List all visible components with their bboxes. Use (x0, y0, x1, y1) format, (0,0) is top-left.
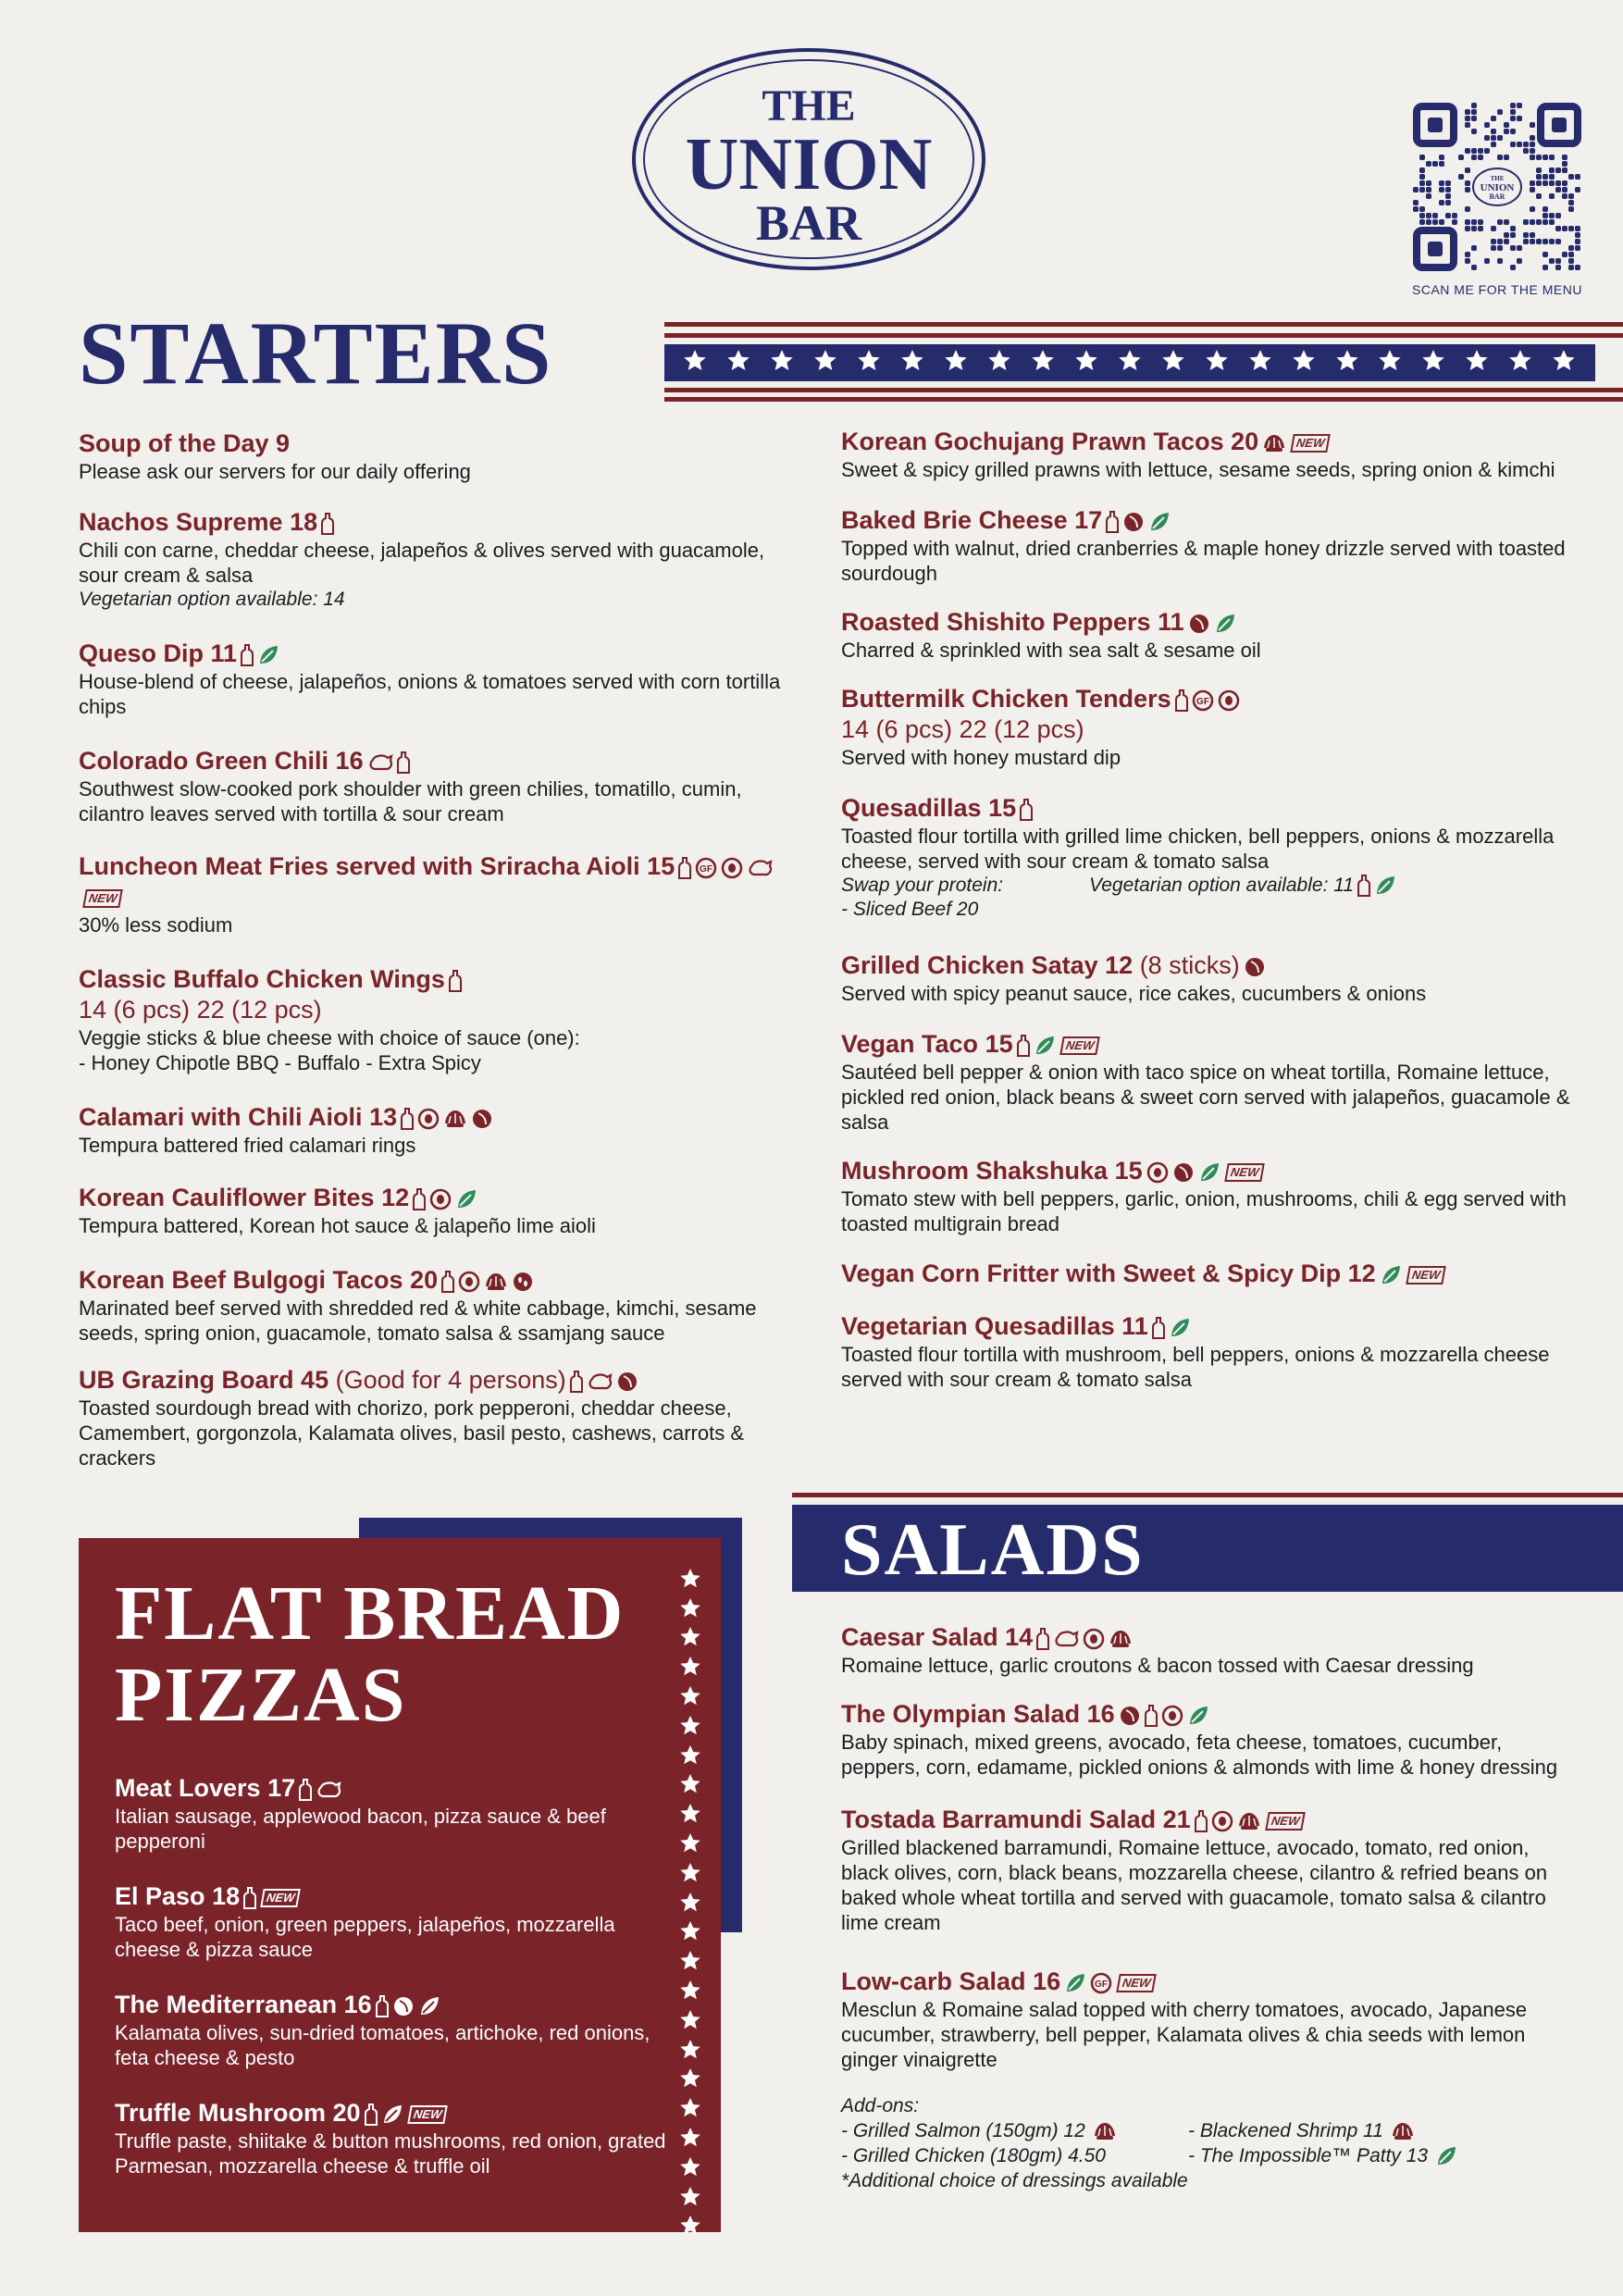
menu-item-price: 15 (988, 794, 1017, 822)
menu-item-description: Please ask our servers for our daily offering (79, 460, 471, 483)
stars-stripes-banner (664, 322, 1623, 402)
menu-item-price: 20 (1231, 428, 1259, 455)
addon-impossible-patty: - The Impossible™ Patty 13 (1188, 2143, 1457, 2168)
egg-icon (1146, 1161, 1169, 1184)
menu-item (79, 964, 800, 1075)
vegetarian-icon (418, 1995, 440, 2017)
gluten-free-icon (1090, 1972, 1112, 1994)
gluten-free-icon (1192, 689, 1214, 712)
new-badge: NEW (1406, 1266, 1446, 1285)
menu-item-extra: (Good for 4 persons) (335, 1366, 566, 1394)
star-icon (679, 1829, 707, 1858)
vegetarian-icon (1064, 1972, 1086, 1994)
qr-caption: SCAN ME FOR THE MENU (1412, 282, 1582, 297)
menu-item-header (841, 607, 1581, 638)
new-badge: NEW (1224, 1163, 1265, 1182)
egg-icon (1083, 1628, 1105, 1650)
pork-icon (1053, 1629, 1079, 1649)
menu-item-name: Korean Gochujang Prawn Tacos (841, 428, 1224, 455)
menu-item (841, 1311, 1581, 1392)
menu-item-price: 18 (290, 508, 318, 536)
menu-item-price: 11 (1121, 1312, 1148, 1340)
swap-protein-item: - Sliced Beef 20 (841, 899, 979, 920)
menu-item-description: Chili con carne, cheddar cheese, jalapeños & olives served with guacamole, sour cream & salsa (79, 539, 765, 587)
swap-protein-label: Swap your protein: (841, 875, 1004, 896)
vegetarian-icon (257, 644, 279, 666)
menu-item-header (115, 1990, 670, 2020)
menu-item-price: 13 (369, 1103, 398, 1131)
menu-item-sauces: - Honey Chipotle BBQ - Buffalo - Extra Spicy (79, 1051, 481, 1074)
menu-item-name: Truffle Mushroom (115, 2099, 326, 2127)
menu-item (79, 507, 800, 612)
menu-item-description: Toasted flour tortilla with grilled lime chicken, bell peppers, onions & mozzarella cheese, served with sour cream & tomato salsa (841, 825, 1555, 873)
menu-item (79, 851, 800, 937)
star-icon (679, 1623, 707, 1653)
star-icon (679, 1917, 707, 1947)
menu-item-header (841, 1622, 1581, 1653)
pizza-title (115, 1570, 626, 1738)
menu-item-header (841, 684, 1581, 714)
menu-item-header (841, 505, 1581, 536)
menu-item-header (841, 1156, 1581, 1186)
menu-item-name: The Olympian Salad (841, 1700, 1081, 1728)
menu-item-price: 15 (985, 1030, 1013, 1058)
menu-item-price: 17 (1074, 506, 1103, 534)
egg-icon (1211, 1810, 1233, 1832)
menu-item-price: 12 (381, 1184, 410, 1211)
egg-icon (721, 857, 743, 879)
menu-item-name: Low-carb Salad (841, 1967, 1026, 1995)
bottle-icon (1357, 874, 1370, 898)
menu-item-header (79, 851, 800, 912)
menu-item-pieces: 14 (6 pcs) 22 (12 pcs) (79, 996, 322, 1024)
menu-item (115, 1773, 670, 1854)
bottle-icon (299, 1778, 312, 1802)
pizza-title-line2: PIZZAS (115, 1652, 407, 1738)
bottle-icon (1106, 510, 1119, 534)
menu-item-name: Classic Buffalo Chicken Wings (79, 965, 445, 993)
star-icon (1031, 349, 1055, 378)
shellfish-icon (1109, 1629, 1133, 1649)
new-badge: NEW (407, 2105, 448, 2124)
star-icon (679, 1711, 707, 1741)
menu-item (79, 428, 800, 484)
menu-item (115, 1881, 670, 1962)
bottle-icon (397, 751, 410, 775)
egg-icon (429, 1188, 452, 1210)
menu-item (841, 1699, 1581, 1780)
menu-item (841, 793, 1581, 922)
menu-item-price: 12 (1347, 1260, 1376, 1287)
menu-item (841, 684, 1581, 770)
menu-item-name: Vegetarian Quesadillas (841, 1312, 1115, 1340)
star-icon (770, 349, 794, 378)
shellfish-icon (484, 1272, 508, 1292)
pork-icon (367, 752, 393, 773)
menu-item-name: Soup of the Day (79, 429, 269, 457)
menu-item (79, 1183, 800, 1238)
star-icon (857, 349, 881, 378)
menu-item-header (841, 950, 1581, 981)
menu-item-header (79, 639, 800, 669)
menu-item-description: Veggie sticks & blue cheese with choice of sauce (one): (79, 1026, 580, 1049)
shellfish-icon (443, 1109, 467, 1129)
qr-center-bar: BAR (1489, 192, 1505, 201)
menu-item (841, 427, 1581, 482)
menu-item-price: 15 (1114, 1157, 1143, 1185)
menu-item-description: Topped with walnut, dried cranberries & maple honey drizzle served with toasted sourdough (841, 537, 1566, 585)
menu-item-price: 14 (1005, 1623, 1034, 1651)
menu-item-price: 9 (276, 429, 291, 457)
bottle-icon (401, 1107, 414, 1131)
star-icon (1292, 349, 1316, 378)
bottle-icon (243, 1886, 256, 1910)
shellfish-icon (1093, 2121, 1117, 2141)
egg-icon (1218, 689, 1240, 712)
new-badge: NEW (1059, 1036, 1100, 1055)
nuts-icon (1244, 956, 1266, 978)
star-icon (726, 349, 750, 378)
menu-item-header (79, 1365, 800, 1396)
star-icon (679, 1682, 707, 1711)
menu-item-extra: (8 sticks) (1139, 951, 1240, 979)
nuts-icon (1172, 1161, 1195, 1184)
menu-item-description: Kalamata olives, sun-dried tomatoes, artichoke, red onions, feta cheese & pesto (115, 2021, 650, 2069)
menu-item-header (841, 1029, 1581, 1060)
star-icon (679, 1976, 707, 2005)
menu-item-note: Vegetarian option available: 14 (79, 589, 345, 610)
menu-item (79, 746, 800, 826)
menu-item-price: 45 (301, 1366, 329, 1394)
menu-item (841, 607, 1581, 663)
bottle-icon (1175, 689, 1188, 713)
star-icon (1552, 349, 1576, 378)
menu-item (841, 1156, 1581, 1236)
vegetarian-icon (1214, 613, 1236, 635)
menu-item-description: Taco beef, onion, green peppers, jalapeños, mozzarella cheese & pizza sauce (115, 1913, 615, 1961)
vegetarian-icon (1169, 1317, 1191, 1339)
addons-title: Add-ons: (841, 2095, 920, 2116)
menu-item (841, 505, 1581, 586)
menu-item-description: Baby spinach, mixed greens, avocado, feta cheese, tomatoes, cucumber, peppers, corn, edamame, pickled onions & almonds with lime & honey dressing (841, 1731, 1558, 1779)
menu-item-name: Luncheon Meat Fries served with Sriracha Aioli (79, 852, 640, 880)
menu-item-header (79, 964, 800, 995)
menu-item-description: Southwest slow-cooked pork shoulder with green chilies, tomatillo, cumin, cilantro leaves served with tortilla & sour cream (79, 777, 742, 825)
bottle-icon (321, 512, 334, 536)
svg-text:GF: GF (1095, 1979, 1109, 1990)
star-icon (1378, 349, 1402, 378)
nuts-icon (1122, 511, 1145, 533)
menu-item-description: Tomato stew with bell peppers, garlic, onion, mushrooms, chili & egg served with toasted multigrain bread (841, 1187, 1567, 1235)
star-icon (1161, 349, 1185, 378)
menu-item-name: Tostada Barramundi Salad (841, 1806, 1157, 1833)
menu-item-name: Korean Beef Bulgogi Tacos (79, 1266, 403, 1294)
bottle-icon (1195, 1809, 1208, 1833)
new-badge: NEW (260, 1889, 301, 1907)
menu-item (79, 1365, 800, 1471)
menu-item-name: Nachos Supreme (79, 508, 283, 536)
bottle-icon (413, 1187, 426, 1211)
nuts-icon (392, 1995, 415, 2017)
star-icon (679, 1652, 707, 1682)
logo-line-bar: BAR (755, 195, 861, 251)
starters-title: STARTERS (79, 304, 553, 403)
star-icon (679, 1946, 707, 1976)
menu-item (841, 1029, 1581, 1135)
star-icon (1508, 349, 1532, 378)
menu-item-header (841, 1311, 1581, 1342)
qr-code[interactable] (1413, 103, 1581, 271)
swap-left (841, 874, 1089, 922)
menu-item-header (79, 428, 800, 459)
menu-item-price: 11 (210, 639, 238, 667)
menu-item-price: 20 (410, 1266, 439, 1294)
menu-item-header (841, 1967, 1581, 1997)
bottle-icon (376, 1994, 389, 2018)
menu-item-name: UB Grazing Board (79, 1366, 294, 1394)
menu-item (841, 950, 1581, 1006)
star-icon (679, 1564, 707, 1594)
pork-icon (587, 1371, 613, 1392)
menu-item-name: Queso Dip (79, 639, 204, 667)
star-icon (1335, 349, 1359, 378)
qr-center-union: UNION (1480, 182, 1515, 193)
menu-item-description: Charred & sprinkled with sea salt & sesame oil (841, 639, 1261, 662)
egg-icon (417, 1108, 440, 1130)
menu-item (79, 1265, 800, 1346)
star-icon (679, 1770, 707, 1800)
new-badge: NEW (1265, 1812, 1306, 1831)
menu-item-price: 11 (1158, 608, 1184, 636)
menu-item-description: Mesclun & Romaine salad topped with cherry tomatoes, avocado, Japanese cucumber, strawberry, bell pepper, Kalamata olives & chia seeds with lemon ginger vinaigrette (841, 1998, 1528, 2071)
union-bar-logo (632, 48, 985, 270)
bottle-icon (441, 1270, 454, 1294)
vegetarian-icon (1435, 2145, 1457, 2167)
nuts-icon (1188, 613, 1210, 635)
star-icon (1074, 349, 1098, 378)
vegetarian-icon (381, 2104, 403, 2126)
star-icon (679, 2153, 707, 2182)
star-icon (1248, 349, 1272, 378)
star-icon (679, 1594, 707, 1623)
star-icon (679, 1741, 707, 1770)
star-icon (1465, 349, 1489, 378)
bottle-icon (570, 1370, 583, 1394)
star-icon (1118, 349, 1142, 378)
bottle-icon (365, 2103, 378, 2127)
menu-item-description: Toasted sourdough bread with chorizo, pork pepperoni, cheddar cheese, Camembert, gorgonzola, Kalamata olives, basil pesto, cashews, carrots & crackers (79, 1396, 744, 1470)
menu-item-description: Toasted flour tortilla with mushroom, bell peppers, onions & mozzarella cheese served with sour cream & tomato salsa (841, 1343, 1550, 1391)
star-icon (679, 2182, 707, 2212)
qr-center-the: THE (1490, 175, 1505, 182)
bottle-icon (1017, 1034, 1030, 1058)
new-badge: NEW (1290, 434, 1331, 453)
menu-item-swap-row (841, 874, 1581, 922)
vegetarian-icon (1187, 1705, 1209, 1727)
menu-item-price: 16 (1033, 1967, 1061, 1995)
menu-item-header (79, 507, 800, 538)
menu-item-name: Quesadillas (841, 794, 982, 822)
menu-item (841, 1622, 1581, 1678)
vegetarian-icon (455, 1188, 477, 1210)
vegetarian-icon (1034, 1035, 1056, 1057)
menu-item-price: 12 (1105, 951, 1134, 979)
menu-item (115, 1990, 670, 2070)
menu-item-name: Calamari with Chili Aioli (79, 1103, 363, 1131)
vegetarian-icon (1374, 875, 1396, 897)
menu-item-header (115, 2098, 670, 2128)
menu-item-price: 18 (212, 1882, 241, 1910)
menu-item-name: Grilled Chicken Satay (841, 951, 1098, 979)
menu-item-header (841, 793, 1581, 824)
nuts-icon (1119, 1705, 1141, 1727)
vegetarian-icon (1380, 1264, 1402, 1286)
menu-item (115, 2098, 670, 2178)
menu-item-name: Colorado Green Chili (79, 747, 329, 775)
logo-line-union: UNION (685, 124, 933, 205)
menu-item (841, 1967, 1581, 2072)
menu-item-pieces: 14 (6 pcs) 22 (12 pcs) (841, 715, 1084, 743)
menu-item-description: Sautéed bell pepper & onion with taco spice on wheat tortilla, Romaine lettuce, pickled red onion, black beans & sweet corn served with jalapeños, guacamole & salsa (841, 1061, 1570, 1134)
menu-item-name: The Mediterranean (115, 1991, 338, 2018)
menu-item-name: Vegan Taco (841, 1030, 979, 1058)
menu-item-header (115, 1881, 670, 1912)
vegetarian-icon (1198, 1161, 1220, 1184)
bottle-icon (1020, 798, 1033, 822)
menu-item-price: 16 (335, 747, 364, 775)
bottle-icon (449, 969, 462, 993)
pizza-title-line1: FLAT BREAD (115, 1570, 626, 1657)
addon-grilled-chicken: - Grilled Chicken (180gm) 4.50 (841, 2145, 1106, 2166)
menu-item-name: Mushroom Shakshuka (841, 1157, 1109, 1185)
star-icon (679, 1858, 707, 1888)
menu-item-header (841, 1259, 1581, 1289)
menu-item-name: Caesar Salad (841, 1623, 998, 1651)
bottle-icon (678, 856, 691, 880)
egg-icon (1161, 1705, 1183, 1727)
menu-item-header (841, 1699, 1581, 1730)
pork-icon (747, 858, 773, 878)
menu-item-description: Marinated beef served with shredded red & white cabbage, kimchi, sesame seeds, spring onion, guacamole, tomato salsa & ssamjang sauce (79, 1297, 757, 1345)
veg-option (1089, 874, 1396, 922)
star-icon (813, 349, 837, 378)
menu-item-description: Romaine lettuce, garlic croutons & bacon tossed with Caesar dressing (841, 1654, 1474, 1677)
star-icon (679, 2005, 707, 2035)
shellfish-icon (1391, 2121, 1415, 2141)
menu-item-price: 16 (1086, 1700, 1115, 1728)
menu-item-name: El Paso (115, 1882, 205, 1910)
menu-item-header (79, 1102, 800, 1133)
menu-item-header (79, 1183, 800, 1213)
salad-addons (841, 2093, 1581, 2193)
menu-item-description: Truffle paste, shiitake & button mushrooms, red onion, grated Parmesan, mozzarella cheese & truffle oil (115, 2129, 666, 2178)
bottle-icon (1152, 1316, 1165, 1340)
salads-title: SALADS (841, 1509, 1145, 1591)
menu-item-name: Buttermilk Chicken Tenders (841, 685, 1171, 713)
menu-item-price: 16 (343, 1991, 372, 2018)
menu-item-name: Korean Cauliflower Bites (79, 1184, 375, 1211)
star-icon (679, 1799, 707, 1829)
menu-item-name: Meat Lovers (115, 1774, 261, 1802)
menu-item (841, 1805, 1581, 1935)
menu-item-header (79, 1265, 800, 1296)
menu-item-description: Tempura battered, Korean hot sauce & jalapeño lime aioli (79, 1214, 596, 1237)
pizza-stars-column (679, 1564, 707, 2240)
menu-item-description: Served with spicy peanut sauce, rice cakes, cucumbers & onions (841, 982, 1427, 1005)
star-icon (679, 2065, 707, 2094)
new-badge: NEW (1116, 1974, 1157, 1992)
svg-text:GF: GF (1196, 696, 1209, 707)
menu-item-header (79, 746, 800, 776)
menu-item-name: Roasted Shishito Peppers (841, 608, 1151, 636)
star-icon (1421, 349, 1445, 378)
gluten-free-icon (695, 857, 717, 879)
star-icon (944, 349, 968, 378)
menu-item-description: House-blend of cheese, jalapeños, onions & tomatoes served with corn tortilla chips (79, 670, 781, 718)
menu-item-header (841, 427, 1581, 457)
star-icon (679, 2212, 707, 2241)
star-icon (679, 2093, 707, 2123)
veg-option-note: Vegetarian option available: 11 (1089, 875, 1355, 896)
menu-item (79, 1102, 800, 1158)
addon-grilled-salmon: - Grilled Salmon (150gm) 12 (841, 2118, 1188, 2143)
pork-icon (316, 1780, 341, 1800)
menu-item-price: 17 (267, 1774, 296, 1802)
nuts-icon (471, 1108, 493, 1130)
menu-item-price: 21 (1162, 1806, 1191, 1833)
nuts-icon (616, 1371, 638, 1393)
star-icon (679, 2035, 707, 2065)
menu-item-header (115, 1773, 670, 1804)
menu-item-description: 30% less sodium (79, 913, 233, 937)
menu-item-header (841, 1805, 1581, 1835)
star-icon (900, 349, 924, 378)
shellfish-icon (1262, 433, 1286, 453)
menu-item-price: 20 (332, 2099, 361, 2127)
star-icon (679, 2123, 707, 2153)
menu-item-description: Sweet & spicy grilled prawns with lettuce, sesame seeds, spring onion & kimchi (841, 458, 1555, 481)
bottle-icon (241, 643, 254, 667)
svg-text:GF: GF (700, 863, 713, 875)
addons-note: *Additional choice of dressings available (841, 2170, 1188, 2191)
menu-item (841, 1259, 1581, 1289)
star-icon (1205, 349, 1229, 378)
new-badge: NEW (82, 889, 123, 908)
menu-item-description: Tempura battered fried calamari rings (79, 1134, 416, 1157)
star-icon (683, 349, 707, 378)
bottle-icon (1036, 1627, 1049, 1651)
logo-line-the: THE (762, 81, 856, 130)
menu-item-description: Served with honey mustard dip (841, 746, 1121, 769)
star-icon (987, 349, 1011, 378)
menu-item-description: Italian sausage, applewood bacon, pizza sauce & beef pepperoni (115, 1805, 606, 1853)
star-icon (679, 1888, 707, 1917)
menu-item-name: Baked Brie Cheese (841, 506, 1068, 534)
menu-item (79, 639, 800, 719)
vegetarian-icon (1148, 511, 1171, 533)
salads-banner (792, 1493, 1623, 1595)
sesame-icon (512, 1271, 534, 1293)
addon-blackened-shrimp: - Blackened Shrimp 11 (1188, 2118, 1415, 2143)
bottle-icon (1145, 1704, 1158, 1728)
egg-icon (458, 1271, 480, 1293)
menu-item-price: 15 (647, 852, 675, 880)
shellfish-icon (1237, 1811, 1261, 1831)
menu-item-description: Grilled blackened barramundi, Romaine lettuce, avocado, tomato, red onion, black olives, corn, black beans, mozzarella cheese, cilantro & refried beans on baked whole wheat tortilla and served with guacamole, tomato salsa & cilantro lime cream (841, 1836, 1548, 1934)
menu-item-name: Vegan Corn Fritter with Sweet & Spicy Dip (841, 1260, 1342, 1287)
